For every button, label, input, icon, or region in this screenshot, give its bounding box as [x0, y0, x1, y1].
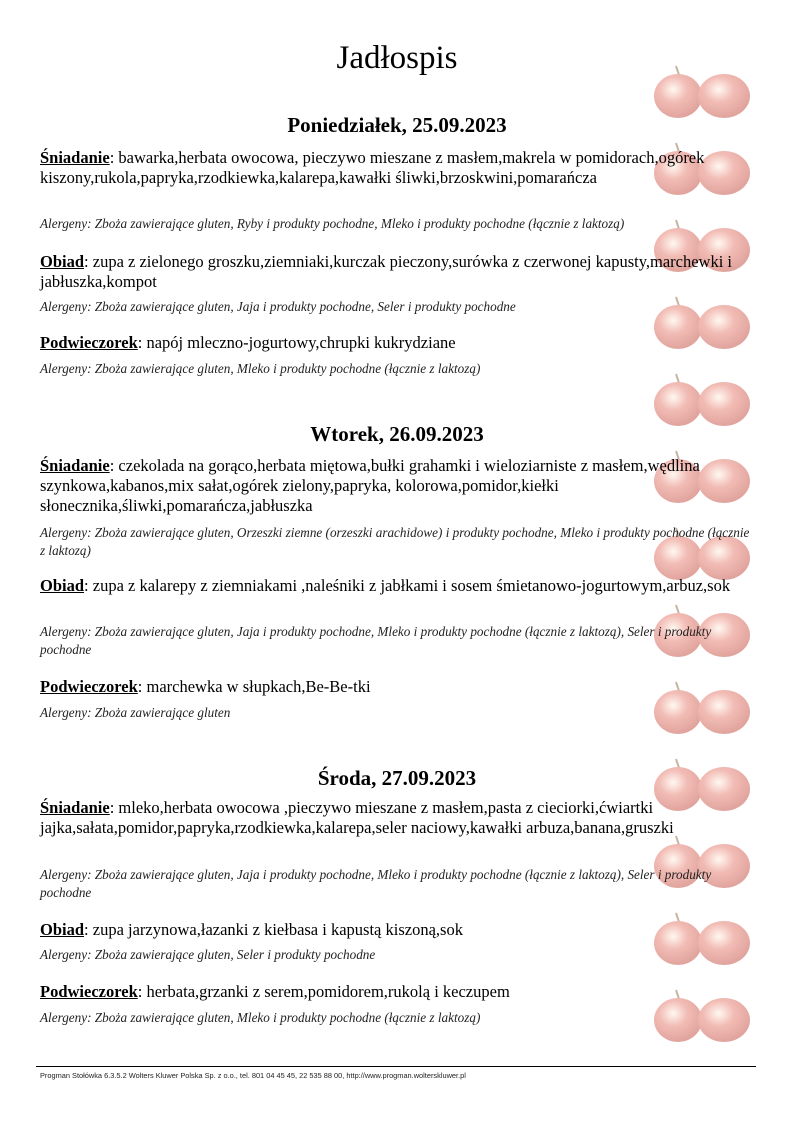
meal-name: Podwieczorek [40, 333, 138, 352]
day-section [40, 422, 755, 447]
footer-text: Progman Stołówka 6.3.5.2 Wolters Kluwer Polska Sp. z o.o., tel. 801 04 45 45, 22 535 88 00, http://www.progman.wolterskluwer.pl [40, 1071, 466, 1080]
meal-name: Śniadanie [40, 148, 110, 167]
day-heading: Poniedziałek, 25.09.2023 [287, 113, 507, 137]
meal-name: Obiad [40, 252, 85, 271]
footer-divider [36, 1066, 756, 1067]
allergen-note: Alergeny: Zboża zawierające gluten, Ryby i produkty pochodne, Mleko i produkty pochodne (łącznie z laktozą) [40, 216, 625, 231]
day-heading: Środa, 27.09.2023 [317, 766, 477, 790]
page-title: Jadłospis [336, 40, 458, 76]
meal-breakfast: Śniadanie: mleko,herbata owocowa ,pieczywo mieszane z masłem,pasta z cieciorki,ćwiartki jajka,sałata,pomidor,papryka,rzodkiewka,kalarepa,seler naciowy,kawałki arbuza,banana,gruszki [40, 798, 674, 837]
meal-text: marchewka w słupkach,Be-Be-tki [146, 677, 371, 696]
meal-snack: Podwieczorek: napój mleczno-jogurtowy,chrupki kukrydziane [40, 333, 456, 352]
meal-name: Obiad [40, 920, 85, 939]
meal-text: zupa z kalarepy z ziemniakami ,naleśniki z jabłkami i sosem śmietanowo-jogurtowym,arbuz,sok [92, 576, 731, 595]
allergen-note: Alergeny: Zboża zawierające gluten, Seler i produkty pochodne [40, 947, 376, 962]
allergen-note: Alergeny: Zboża zawierające gluten, Orzeszki ziemne (orzeszki arachidowe) i produkty pochodne, Mleko i produkty pochodne (łącznie z laktozą) [40, 525, 750, 558]
allergen-note: Alergeny: Zboża zawierające gluten, Jaja i produkty pochodne, Mleko i produkty pochodne (łącznie z laktozą), Seler i produkty pochodne [40, 624, 712, 657]
allergen-note: Alergeny: Zboża zawierające gluten, Jaja i produkty pochodne, Mleko i produkty pochodne (łącznie z laktozą), Seler i produkty pochodne [40, 867, 712, 900]
meal-snack: Podwieczorek: marchewka w słupkach,Be-Be-tki [40, 677, 371, 696]
meal-text: napój mleczno-jogurtowy,chrupki kukrydziane [146, 333, 456, 352]
meal-text: czekolada na gorąco,herbata miętowa,bułki grahamki i wieloziarniste z masłem,wędlina szynkowa,kabanos,mix sałat,ogórek zielony,papryka, kolorowa,pomidor,kiełki słonecznika,śliwki,pomarańcza,jabłuszka [40, 456, 700, 515]
allergen-note: Alergeny: Zboża zawierające gluten, Jaja i produkty pochodne, Seler i produkty pochodne [40, 299, 516, 314]
meal-breakfast: Śniadanie: czekolada na gorąco,herbata miętowa,bułki grahamki i wieloziarniste z masłem,wędlina szynkowa,kabanos,mix sałat,ogórek zielony,papryka, kolorowa,pomidor,kiełki słonecznika,śliwki,pomarańcza,jabłuszka [40, 456, 700, 515]
meal-text: bawarka,herbata owocowa, pieczywo mieszane z masłem,makrela w pomidorach,ogórek kiszony,rukola,papryka,rzodkiewka,kalarepa,kawałki śliwki,brzoskwini,pomarańcza [40, 148, 705, 187]
meal-text: mleko,herbata owocowa ,pieczywo mieszane z masłem,pasta z cieciorki,ćwiartki jajka,sałata,pomidor,papryka,rzodkiewka,kalarepa,seler naciowy,kawałki arbuza,banana,gruszki [40, 798, 674, 837]
meal-text: zupa z zielonego groszku,ziemniaki,kurczak pieczony,surówka z czerwonej kapusty,marchewki i jabłuszka,kompot [40, 252, 733, 291]
meal-text: zupa jarzynowa,łazanki z kiełbasa i kapustą kiszoną,sok [92, 920, 463, 939]
meal-name: Śniadanie [40, 456, 110, 475]
day-heading: Wtorek, 26.09.2023 [310, 422, 484, 446]
day-section [40, 766, 755, 791]
meal-lunch: Obiad: zupa z zielonego groszku,ziemniaki,kurczak pieczony,surówka z czerwonej kapusty,marchewki i jabłuszka,kompot [40, 252, 733, 291]
allergen-note: Alergeny: Zboża zawierające gluten, Mleko i produkty pochodne (łącznie z laktozą) [40, 361, 481, 376]
meal-snack: Podwieczorek: herbata,grzanki z serem,pomidorem,rukolą i keczupem [40, 982, 510, 1001]
meal-name: Podwieczorek [40, 677, 138, 696]
meal-breakfast: Śniadanie: bawarka,herbata owocowa, pieczywo mieszane z masłem,makrela w pomidorach,ogórek kiszony,rukola,papryka,rzodkiewka,kalarepa,kawałki śliwki,brzoskwini,pomarańcza [40, 148, 705, 187]
fruit-decoration-column [648, 60, 768, 1060]
meal-lunch: Obiad: zupa jarzynowa,łazanki z kiełbasa i kapustą kiszoną,sok [40, 920, 463, 939]
day-section [40, 113, 755, 138]
meal-name: Podwieczorek [40, 982, 138, 1001]
meal-name: Obiad [40, 576, 85, 595]
allergen-note: Alergeny: Zboża zawierające gluten [40, 705, 231, 720]
meal-text: herbata,grzanki z serem,pomidorem,rukolą i keczupem [146, 982, 510, 1001]
meal-lunch: Obiad: zupa z kalarepy z ziemniakami ,naleśniki z jabłkami i sosem śmietanowo-jogurtowym,arbuz,sok [40, 576, 731, 595]
meal-name: Śniadanie [40, 798, 110, 817]
allergen-note: Alergeny: Zboża zawierające gluten, Mleko i produkty pochodne (łącznie z laktozą) [40, 1010, 481, 1025]
